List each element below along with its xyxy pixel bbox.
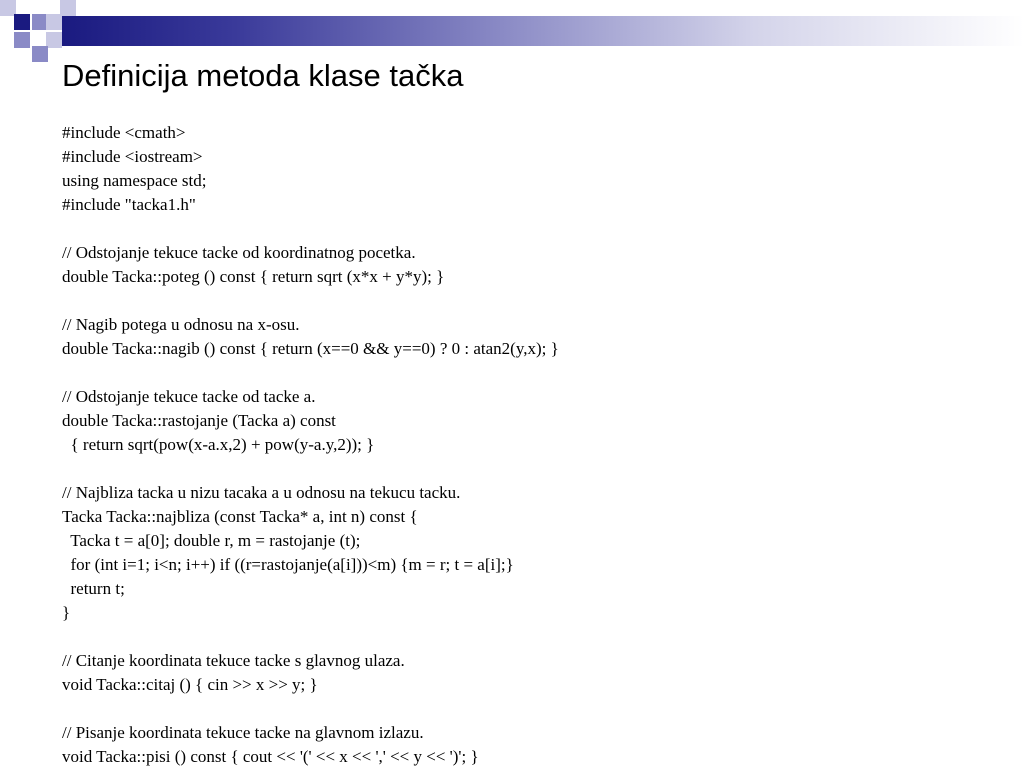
code-line: double Tacka::nagib () const { return (x==0 && y==0) ? 0 : atan2(y,x); } [62, 339, 559, 358]
slide-title: Definicija metoda klase tačka [62, 58, 464, 93]
code-line: for (int i=1; i<n; i++) if ((r=rastojanje(a[i]))<m) {m = r; t = a[i];} [62, 555, 514, 574]
code-line: void Tacka::pisi () const { cout << '(' << x << ',' << y << ')'; } [62, 747, 479, 766]
code-blank-line [62, 625, 1012, 649]
deco-square [14, 32, 30, 48]
code-line: double Tacka::poteg () const { return sqrt (x*x + y*y); } [62, 267, 445, 286]
code-line: #include <iostream> [62, 147, 203, 166]
deco-square [46, 14, 62, 30]
code-line: // Odstojanje tekuce tacke od tacke a. [62, 387, 316, 406]
code-blank-line [62, 457, 1012, 481]
code-block [62, 121, 1012, 769]
code-line: // Odstojanje tekuce tacke od koordinatnog pocetka. [62, 243, 416, 262]
deco-square [14, 14, 30, 30]
code-line: double Tacka::rastojanje (Tacka a) const [62, 411, 336, 430]
code-line: // Pisanje koordinata tekuce tacke na glavnom izlazu. [62, 723, 424, 742]
code-line: #include "tacka1.h" [62, 195, 196, 214]
code-line: // Najbliza tacka u nizu tacaka a u odnosu na tekucu tacku. [62, 483, 461, 502]
code-line: Tacka t = a[0]; double r, m = rastojanje (t); [62, 531, 361, 550]
code-line: } [62, 603, 71, 622]
header-decoration [0, 0, 1024, 48]
code-line: void Tacka::citaj () { cin >> x >> y; } [62, 675, 318, 694]
code-line: // Citanje koordinata tekuce tacke s glavnog ulaza. [62, 651, 405, 670]
header-gradient-bar [62, 16, 1024, 46]
deco-square [32, 46, 48, 62]
code-line: #include <cmath> [62, 123, 186, 142]
deco-square [60, 0, 76, 16]
code-blank-line [62, 217, 1012, 241]
code-blank-line [62, 289, 1012, 313]
code-line: // Nagib potega u odnosu na x-osu. [62, 315, 300, 334]
code-line: Tacka Tacka::najbliza (const Tacka* a, int n) const { [62, 507, 418, 526]
deco-square [46, 32, 62, 48]
code-blank-line [62, 697, 1012, 721]
code-line: return t; [62, 579, 125, 598]
code-line: using namespace std; [62, 171, 207, 190]
code-line: { return sqrt(pow(x-a.x,2) + pow(y-a.y,2)); } [62, 435, 375, 454]
code-blank-line [62, 361, 1012, 385]
